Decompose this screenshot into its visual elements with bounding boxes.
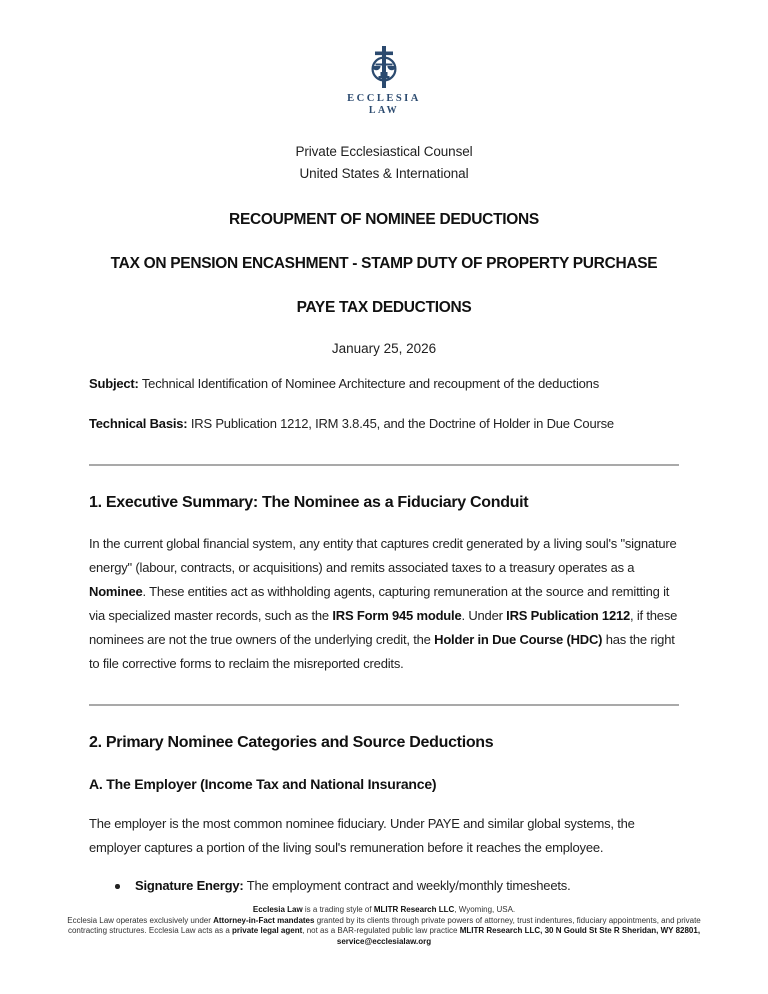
document-date: January 25, 2026 — [331, 341, 437, 356]
technical-basis-line: Technical Basis: IRS Publication 1212, IRM 3.8.45, and the Doctrine of Holder in Due Course — [89, 416, 614, 431]
section-1-paragraph: In the current global financial system, any entity that captures credit generated by a living soul's "signature energy" (labour, contracts, or acquisitions) and remits associated taxes to a treasury operates as a Nominee. These entities act as withholding agents, capturing remuneration at the source and remitting it via specialized master records, such as the IRS Form 945 module. Under IRS Publication 1212, if these nominees are not the true owners of the underlying credit, the Holder in Due Course (HDC) has the right to file corrective forms to reclaim the misreported credits. — [89, 536, 678, 671]
bullet-list — [89, 874, 679, 898]
section-divider-2 — [89, 704, 679, 706]
section-2-heading: 2. Primary Nominee Categories and Source Deductions — [89, 734, 494, 751]
cross-and-scales-icon — [367, 46, 401, 88]
document-title-line2: TAX ON PENSION ENCASHMENT - STAMP DUTY OF PROPERTY PURCHASE — [110, 255, 658, 272]
header-subtitle — [89, 141, 679, 185]
document-title-line3: PAYE TAX DEDUCTIONS — [296, 299, 472, 316]
section-2a-subheading: A. The Employer (Income Tax and National Insurance) — [89, 776, 437, 792]
subtitle-line1: Private Ecclesiastical Counsel — [295, 144, 473, 159]
bullet-item-signature-energy: Signature Energy: The employment contract and weekly/monthly timesheets. — [89, 874, 679, 898]
logo-org-name-line1: ECCLESIA — [347, 93, 421, 104]
subtitle-line2: United States & International — [299, 166, 469, 181]
subject-line: Subject: Technical Identification of Nominee Architecture and recoupment of the deductions — [89, 376, 600, 391]
footer-email: service@ecclesialaw.org — [336, 936, 432, 946]
section-1-heading: 1. Executive Summary: The Nominee as a Fiduciary Conduit — [89, 494, 529, 511]
footer-line1: Ecclesia Law is a trading style of MLITR Research LLC, Wyoming, USA. — [252, 905, 516, 914]
page-footer — [60, 905, 708, 947]
document-title-line1: RECOUPMENT OF NOMINEE DEDUCTIONS — [229, 211, 539, 228]
section-divider-1 — [89, 464, 679, 466]
section-2-paragraph: The employer is the most common nominee fiduciary. Under PAYE and similar global systems, the employer captures a portion of the living soul's remuneration before it reaches the employee. — [89, 816, 635, 855]
logo — [0, 46, 768, 117]
logo-org-name-line2: LAW — [368, 105, 400, 116]
document-body — [89, 141, 679, 898]
footer-disclaimer: Ecclesia Law operates exclusively under Attorney-in-Fact mandates granted by its clients through private powers of attorney, trust indentures, fiduciary appointments, and private contracting structures. Ecclesia Law acts as a private legal agent, not as a BAR-regulated public law practice MLITR Research LLC, 30 N Gould St Ste R Sheridan, WY 82801, — [67, 915, 701, 935]
